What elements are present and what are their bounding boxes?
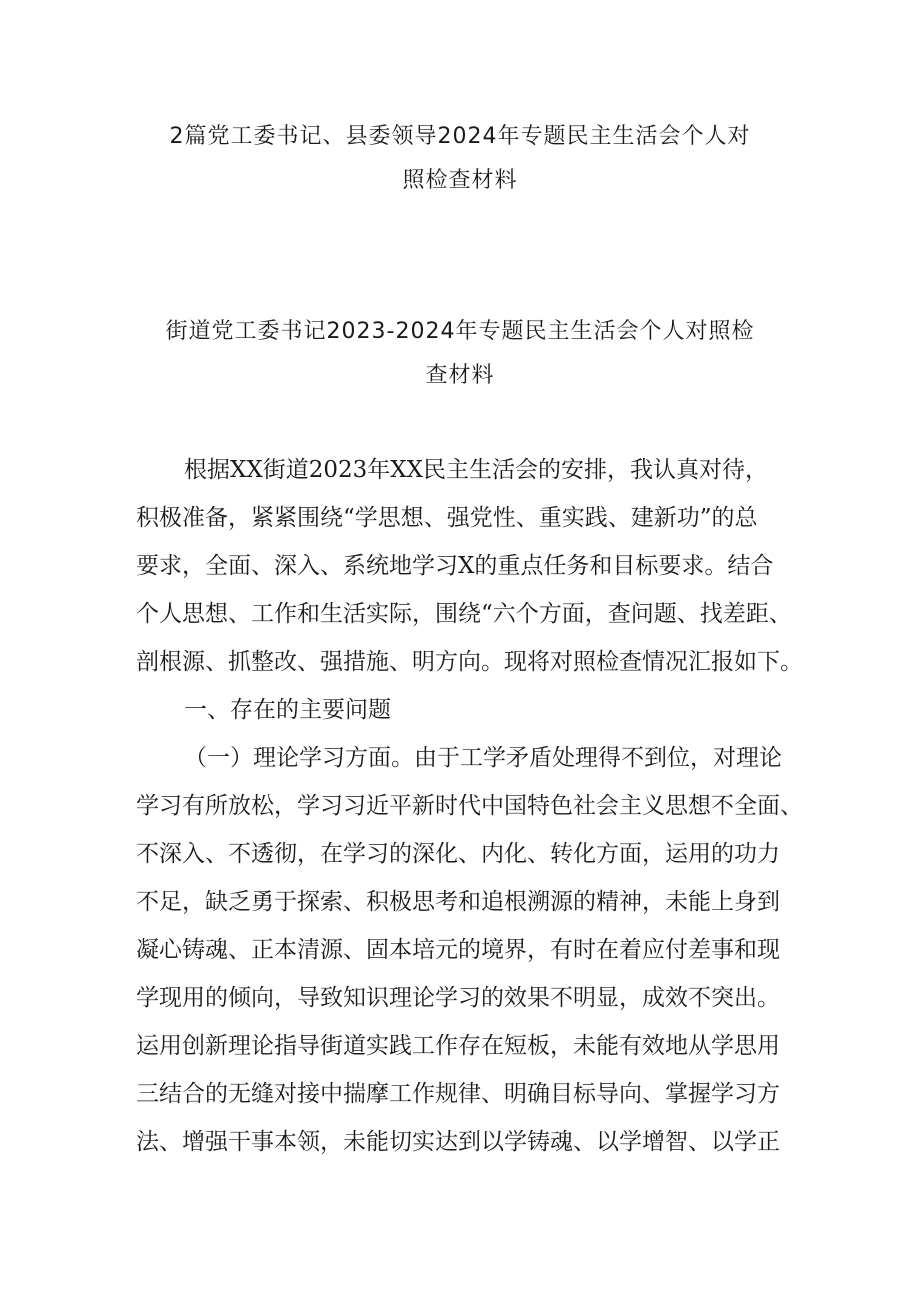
body-line: 积极准备，紧紧围绕“学思想、强党性、重实践、建新功”的总: [136, 505, 758, 531]
section-title-line: 查材料: [425, 363, 495, 388]
body-line: 凝心铸魂、正本清源、固本培元的境界，有时在着应付差事和现: [136, 937, 780, 963]
body-line: 根据XX街道2023年XX民主生活会的安排，我认真对待，: [184, 457, 769, 483]
document-title: [120, 115, 800, 203]
body-line: 要求，全面、深入、系统地学习X的重点任务和目标要求。结合: [136, 553, 774, 579]
body-line: 三结合的无缝对接中揣摩工作规律、明确目标导向、掌握学习方: [136, 1081, 780, 1107]
section-title: [120, 310, 800, 398]
body-line: 不足，缺乏勇于探索、积极思考和追根溯源的精神，未能上身到: [136, 889, 780, 915]
body-line: 学现用的倾向，导致知识理论学习的效果不明显，成效不突出。: [136, 985, 780, 1011]
document-title-line: 照检查材料: [402, 168, 518, 193]
body-line: 剖根源、抓整改、强措施、明方向。现将对照检查情况汇报如下。: [136, 649, 803, 675]
body-line: 法、增强干事本领，未能切实达到以学铸魂、以学增智、以学正: [136, 1129, 780, 1155]
body-line: （一）理论学习方面。由于工学矛盾处理得不到位，对理论: [184, 745, 782, 771]
body-line: 学习有所放松，学习习近平新时代中国特色社会主义思想不全面、: [136, 793, 803, 819]
section-title-line: 街道党工委书记2023-2024年专题民主生活会个人对照检: [165, 319, 755, 344]
section-heading: 一、存在的主要问题: [184, 697, 391, 723]
document-title-line: 2篇党工委书记、县委领导2024年专题民主生活会个人对: [169, 124, 751, 149]
body-line: 运用创新理论指导街道实践工作存在短板，未能有效地从学思用: [136, 1033, 780, 1059]
body-line: 个人思想、工作和生活实际，围绕“六个方面，查问题、找差距、: [136, 601, 792, 627]
body-line: 不深入、不透彻，在学习的深化、内化、转化方面，运用的功力: [136, 841, 780, 867]
